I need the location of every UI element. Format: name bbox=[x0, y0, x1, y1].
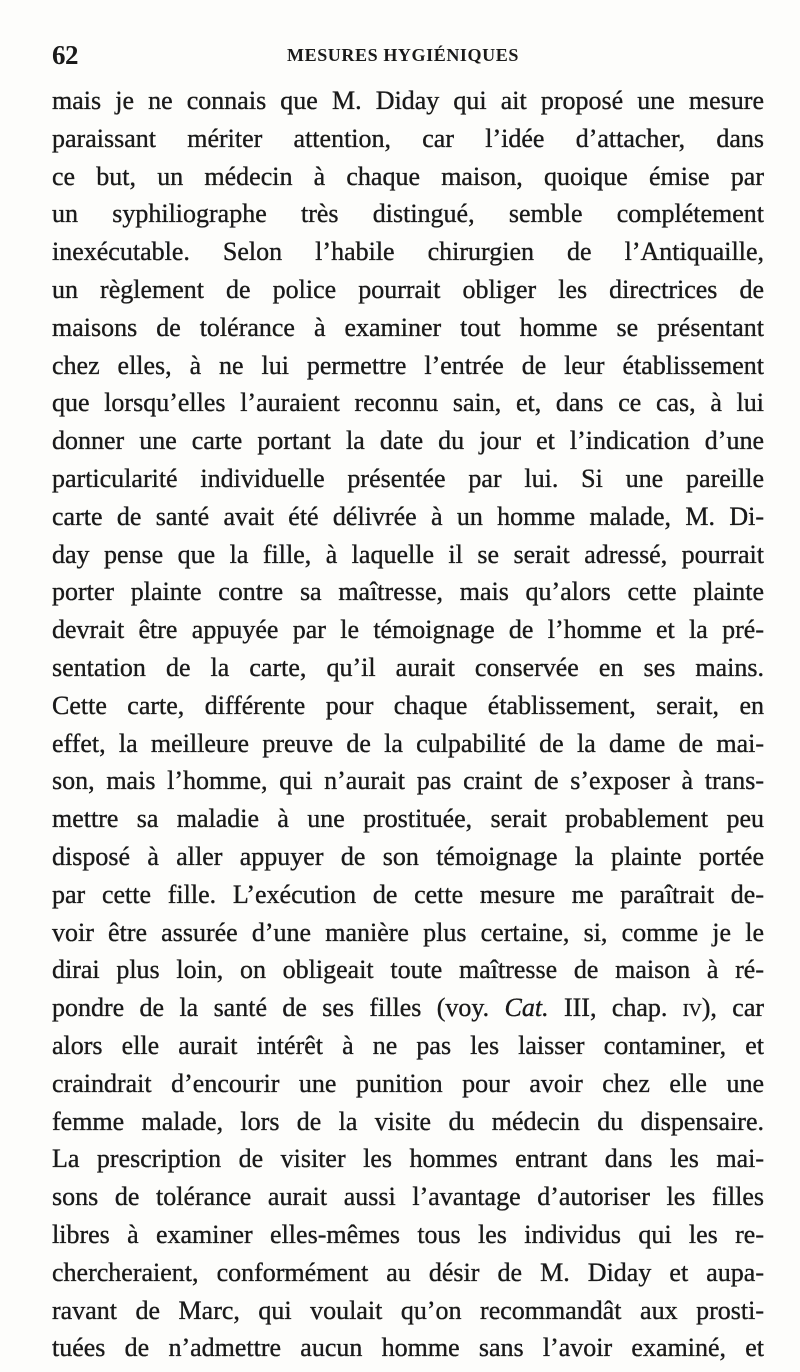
text-line: libres à examiner elles-mêmes tous les individus qui les re- bbox=[52, 1219, 764, 1249]
text-line: day pense que la fille, à laquelle il se serait adressé, pourrait bbox=[52, 539, 764, 569]
text-line: carte de santé avait été délivrée à un homme malade, M. Di- bbox=[52, 501, 764, 531]
citation-roman-numeral: iv bbox=[682, 993, 702, 1023]
citation-chapter: III, chap. bbox=[563, 993, 668, 1023]
text-line: porter plainte contre sa maîtresse, mais qu’alors cette plainte bbox=[52, 577, 764, 607]
text-line: ravant de Marc, qui voulait qu’on recommandât aux prosti- bbox=[52, 1295, 764, 1325]
body-text bbox=[52, 82, 764, 1367]
text-line: disposé à aller appuyer de son témoignage la plainte portée bbox=[52, 841, 764, 871]
text-line: ce but, un médecin à chaque maison, quoique émise par bbox=[52, 161, 764, 191]
running-title: MESURES HYGIÉNIQUES bbox=[287, 45, 519, 65]
citation-end: ), car bbox=[701, 993, 765, 1023]
text-line: inexécutable. Selon l’habile chirurgien de l’Antiquaille, bbox=[52, 237, 764, 267]
text-line: sentation de la carte, qu’il aurait conservée en ses mains. bbox=[52, 652, 764, 682]
text-line: effet, la meilleure preuve de la culpabilité de la dame de mai- bbox=[52, 728, 764, 758]
text-line: maisons de tolérance à examiner tout homme se présentant bbox=[52, 312, 764, 342]
text-line: sons de tolérance aurait aussi l’avantage d’autoriser les filles bbox=[52, 1182, 764, 1212]
text-line: paraissant mériter attention, car l’idée d’attacher, dans bbox=[52, 123, 764, 153]
text-line: mais je ne connais que M. Diday qui ait proposé une mesure bbox=[52, 86, 764, 115]
text-line-with-citation bbox=[52, 989, 764, 1027]
text-line: La prescription de visiter les hommes entrant dans les mai- bbox=[52, 1144, 764, 1174]
text-line: chercheraient, conformément au désir de M. Diday et aupa- bbox=[52, 1257, 764, 1287]
text-line: un règlement de police pourrait obliger les directrices de bbox=[52, 274, 764, 304]
text-line: son, mais l’homme, qui n’aurait pas craint de s’exposer à trans- bbox=[52, 766, 764, 796]
text-line: un syphiliographe très distingué, semble complétement bbox=[52, 199, 764, 229]
text-line: mettre sa maladie à une prostituée, serait probablement peu bbox=[52, 804, 764, 834]
text-line: que lorsqu’elles l’auraient reconnu sain, et, dans ce cas, à lui bbox=[52, 388, 764, 418]
running-header bbox=[52, 38, 764, 72]
text-line: femme malade, lors de la visite du médecin du dispensaire. bbox=[52, 1106, 764, 1136]
text-line: craindrait d’encourir une punition pour avoir chez elle une bbox=[52, 1068, 764, 1098]
citation-lead: pondre de la santé de ses filles (voy. bbox=[52, 993, 490, 1023]
text-line: chez elles, à ne lui permettre l’entrée de leur établissement bbox=[52, 350, 764, 380]
text-line: dirai plus loin, on obligeait toute maîtresse de maison à ré- bbox=[52, 955, 764, 985]
text-line: particularité individuelle présentée par lui. Si une pareille bbox=[52, 463, 764, 493]
text-line: alors elle aurait intérêt à ne pas les laisser contaminer, et bbox=[52, 1030, 764, 1060]
text-line: devrait être appuyée par le témoignage de l’homme et la pré- bbox=[52, 615, 764, 645]
text-line: voir être assurée d’une manière plus certaine, si, comme je le bbox=[52, 917, 764, 947]
text-line: donner une carte portant la date du jour et l’indication d’une bbox=[52, 426, 764, 456]
text-line: tuées de n’admettre aucun homme sans l’avoir examiné, et bbox=[52, 1333, 764, 1363]
page-number: 62 bbox=[52, 40, 78, 70]
text-line: Cette carte, différente pour chaque établissement, serait, en bbox=[52, 690, 764, 720]
text-line: par cette fille. L’exécution de cette mesure me paraîtrait de- bbox=[52, 879, 764, 909]
citation-italic: Cat. bbox=[504, 993, 549, 1023]
